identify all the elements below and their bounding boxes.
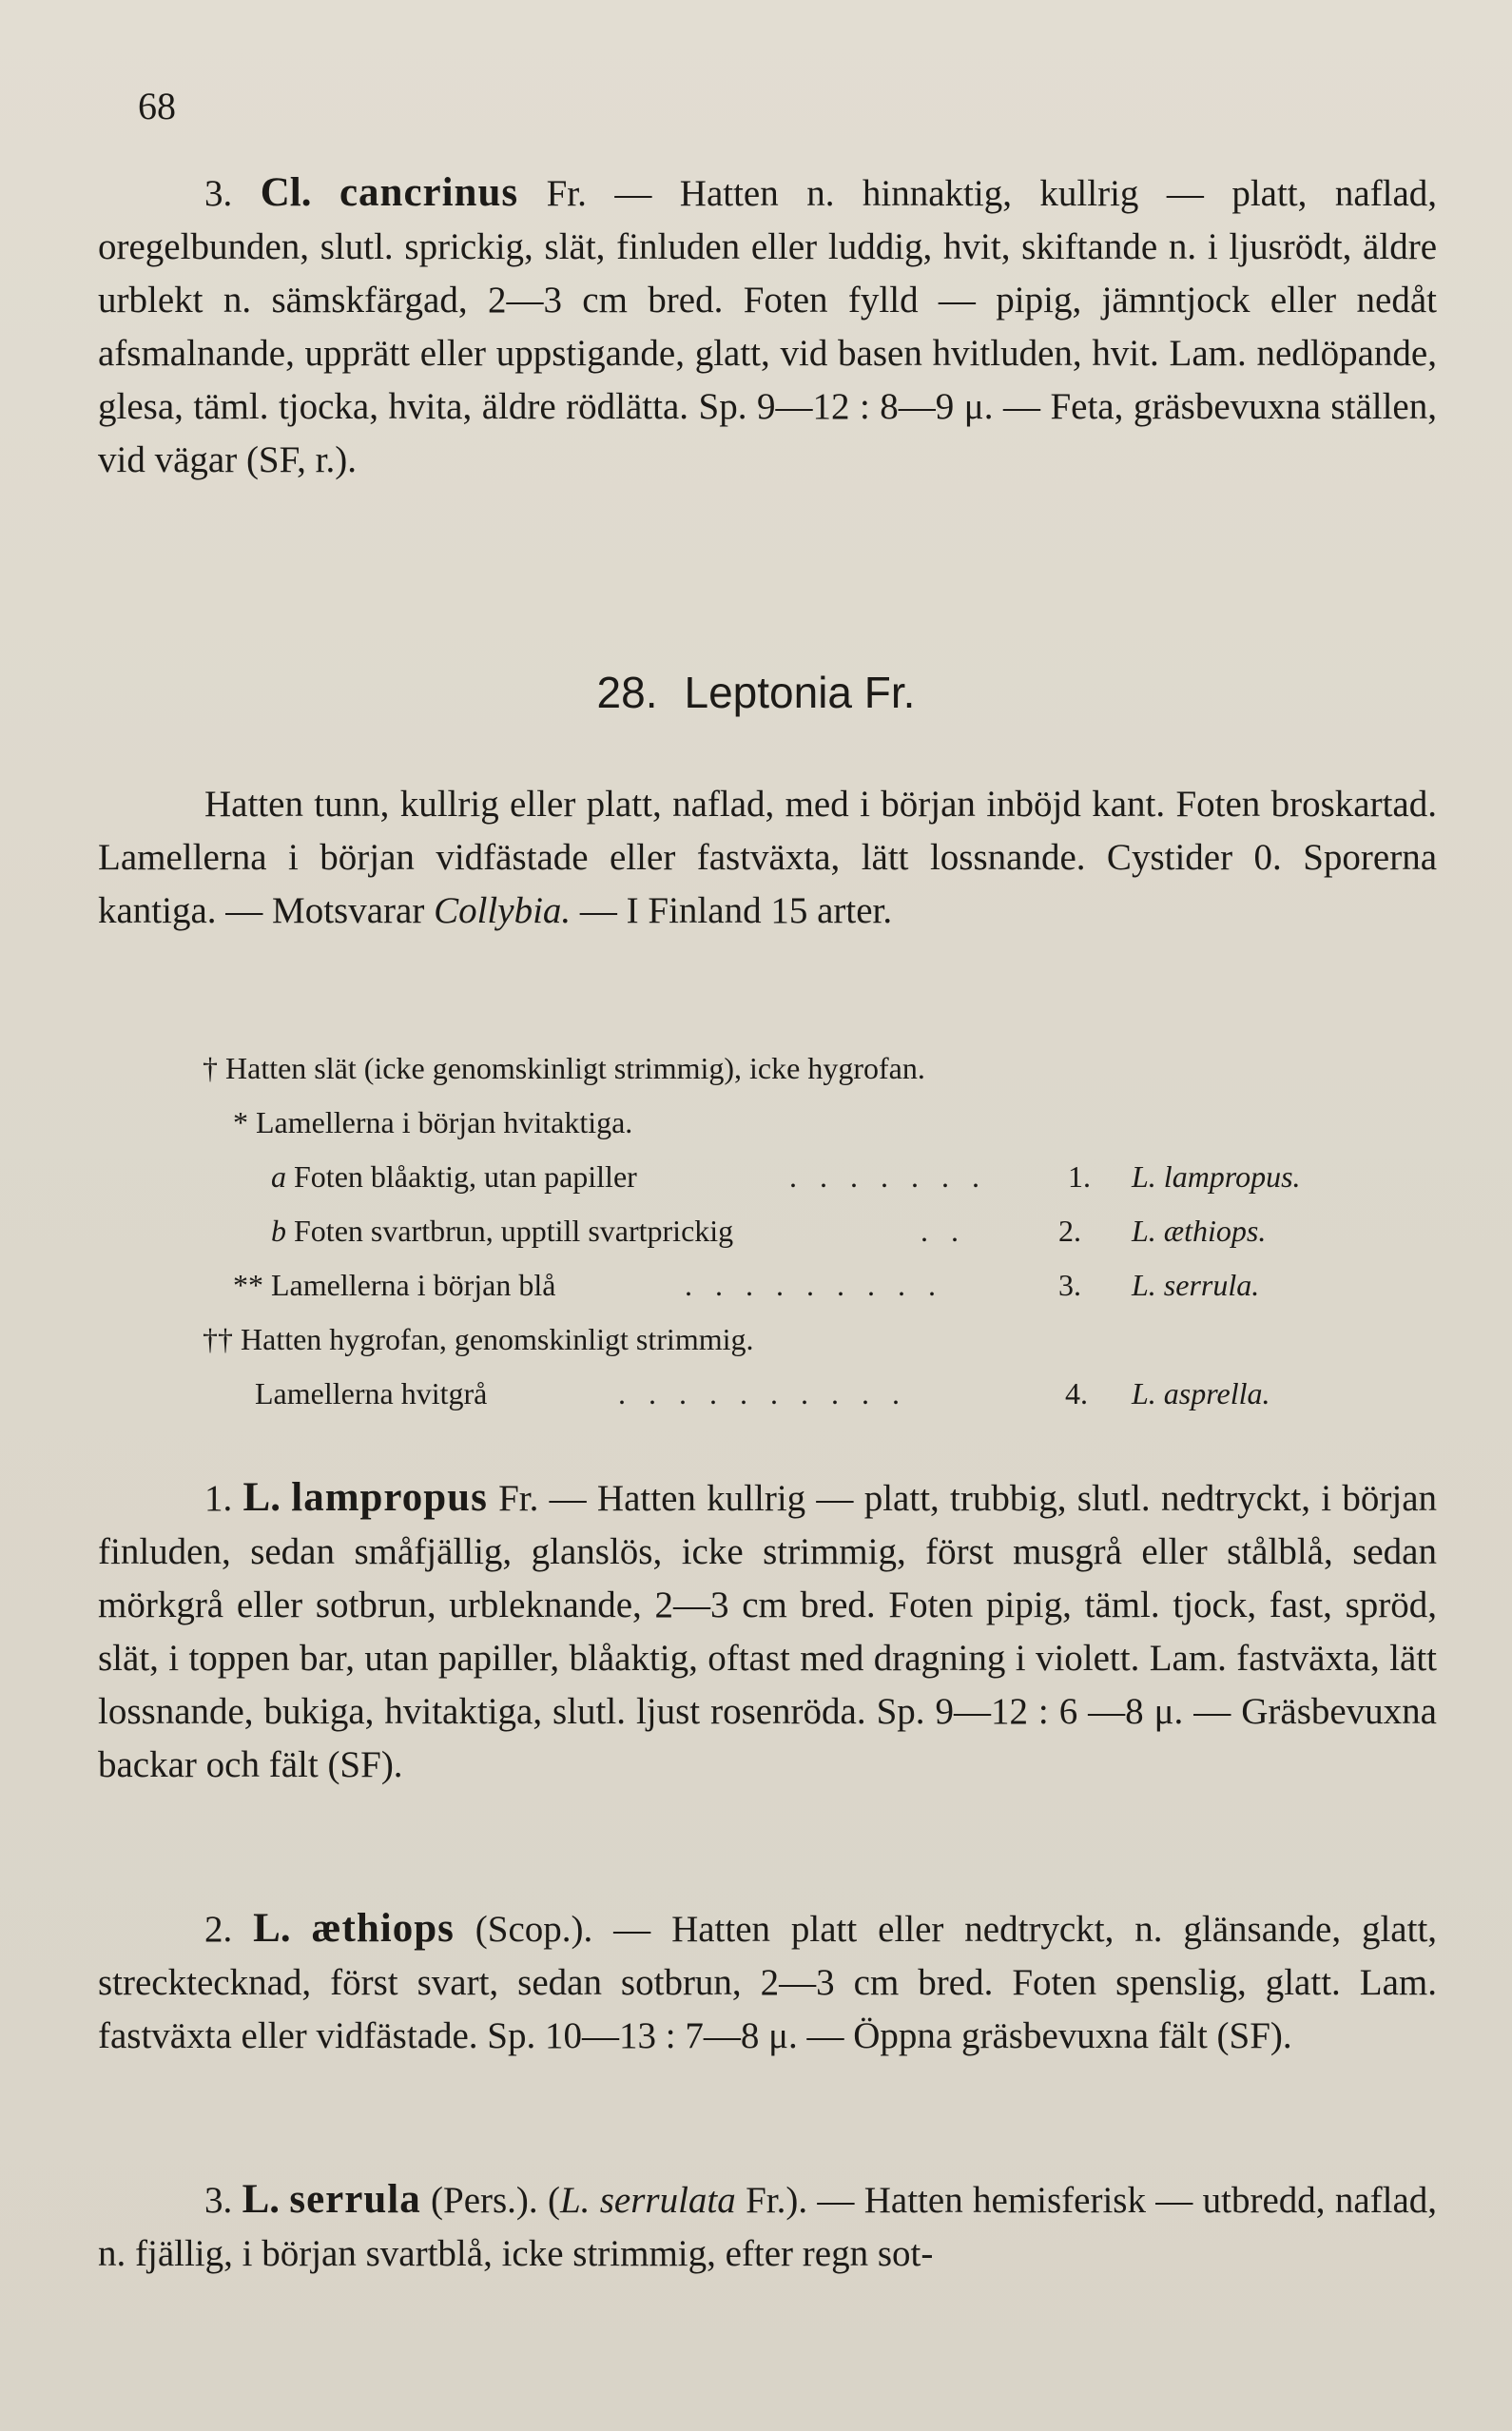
key-species: L. asprella.: [1132, 1376, 1270, 1410]
description-tail: — I Finland 15 arter.: [571, 890, 893, 931]
key-number: 4.: [1065, 1376, 1088, 1410]
entry-number: 1.: [204, 1478, 233, 1519]
key-row: † Hatten slät (icke genomskinligt strimmig), icke hygrofan.: [203, 1051, 925, 1085]
species-name: æthiops: [311, 1906, 455, 1951]
key-letter: b: [271, 1214, 286, 1248]
genus-abbr: Cl.: [260, 170, 312, 215]
key-text: Foten blåaktig, utan papiller: [294, 1159, 637, 1194]
entry-cancrinus: [98, 166, 1437, 487]
entry-text: Fr. — Hatten n. hinnaktig, kullrig — platt, naflad, oregelbunden, slutl. sprickig, slät, finluden eller luddig, hvit, skiftande n. i ljusrödt, äldre urblekt n. sämskfärgad, 2—3 cm bred. Foten fylld — pipig, jämntjock eller nedåt afsmalnande, upprätt eller uppstigande, glatt, vid basen hvitluden, hvit. Lam. nedlöpande, glesa, täml. tjocka, hvita, äldre rödlätta. Sp. 9—12 : 8—9 μ. — Feta, gräsbevuxna ställen, vid vägar (SF, r.).: [98, 173, 1438, 480]
key-leaders: . . . . . . . . . .: [618, 1376, 907, 1410]
entry-text: (Scop.). — Hatten platt eller nedtryckt, n. glänsande, glatt, strecktecknad, först svart, sedan sotbrun, 2—3 cm bred. Foten spenslig, glatt. Lam. fastväxta eller vidfästade. Sp. 10—13 : 7—8 μ. — Öppna gräsbevuxna fält (SF).: [98, 1909, 1438, 2056]
key-row: [271, 1150, 637, 1203]
key-row: * Lamellerna i början hvitaktiga.: [233, 1105, 633, 1139]
entry-text: (Pers.). (: [431, 2180, 560, 2221]
key-number: 1.: [1068, 1159, 1091, 1194]
genus-name: Leptonia: [684, 668, 852, 717]
key-leaders: . . . . . . . . .: [685, 1268, 943, 1302]
entry-number: 3.: [204, 173, 233, 214]
key-number: 2.: [1058, 1214, 1081, 1248]
genus-description: [98, 778, 1437, 938]
key-text: Foten svartbrun, upptill svartprickig: [294, 1214, 734, 1248]
genus-number: 28.: [596, 668, 658, 717]
species-name: lampropus: [291, 1475, 488, 1520]
key-number: 3.: [1058, 1268, 1081, 1302]
key-species: L. serrula.: [1132, 1268, 1260, 1302]
entry-lampropus: [98, 1471, 1437, 1792]
entry-aethiops: [98, 1902, 1437, 2063]
page-number: 68: [138, 85, 176, 127]
entry-text-cont: Fr.). — Hatten hemisferisk — utbredd, naflad, n. fjällig, i början svartblå, icke strimmig, efter regn sot-: [98, 2180, 1438, 2274]
genus-abbr: L.: [242, 1475, 281, 1520]
key-row: †† Hatten hygrofan, genomskinligt strimmig.: [203, 1322, 754, 1356]
species-name: serrula: [289, 2177, 421, 2222]
key-species: L. lampropus.: [1132, 1159, 1301, 1194]
key-species: L. æthiops.: [1132, 1214, 1267, 1248]
genus-heading: [0, 666, 1512, 719]
entry-number: 3.: [204, 2180, 233, 2221]
synonym: L. serrulata: [559, 2180, 736, 2221]
key-row: [271, 1204, 733, 1257]
genus-abbr: L.: [253, 1906, 291, 1951]
entry-number: 2.: [204, 1909, 233, 1950]
key-row: ** Lamellerna i början blå: [233, 1268, 556, 1302]
genus-abbr: L.: [242, 2177, 281, 2222]
genus-author: Fr.: [863, 668, 916, 717]
key-row: Lamellerna hvitgrå: [255, 1376, 488, 1410]
key-letter: a: [271, 1159, 286, 1194]
entry-text: Fr. — Hatten kullrig — platt, trubbig, slutl. nedtryckt, i början finluden, sedan småfjällig, glanslös, icke strimmig, först musgrå eller stålblå, sedan mörkgrå eller sotbrun, urbleknande, 2—3 cm bred. Foten pipig, täml. tjock, fast, spröd, slät, i toppen bar, utan papiller, blåaktig, oftast med dragning i violett. Lam. fastväxta, lätt lossnande, bukiga, hvitaktiga, slutl. ljust rosenröda. Sp. 9—12 : 6 —8 μ. — Gräsbevuxna backar och fält (SF).: [98, 1478, 1437, 1785]
species-name: cancrinus: [339, 170, 519, 215]
key-leaders: . . . . . . .: [789, 1159, 987, 1194]
corresponds-genus: Collybia.: [434, 890, 572, 931]
key-leaders: . .: [921, 1214, 966, 1248]
description-text: Hatten tunn, kullrig eller platt, naflad, med i början inböjd kant. Foten broskartad. Lamellerna i början vidfästade eller fastväxta, lätt lossnande. Cystider 0. Sporerna kantiga. — Motsvarar: [98, 784, 1437, 931]
entry-serrula: [98, 2173, 1437, 2281]
